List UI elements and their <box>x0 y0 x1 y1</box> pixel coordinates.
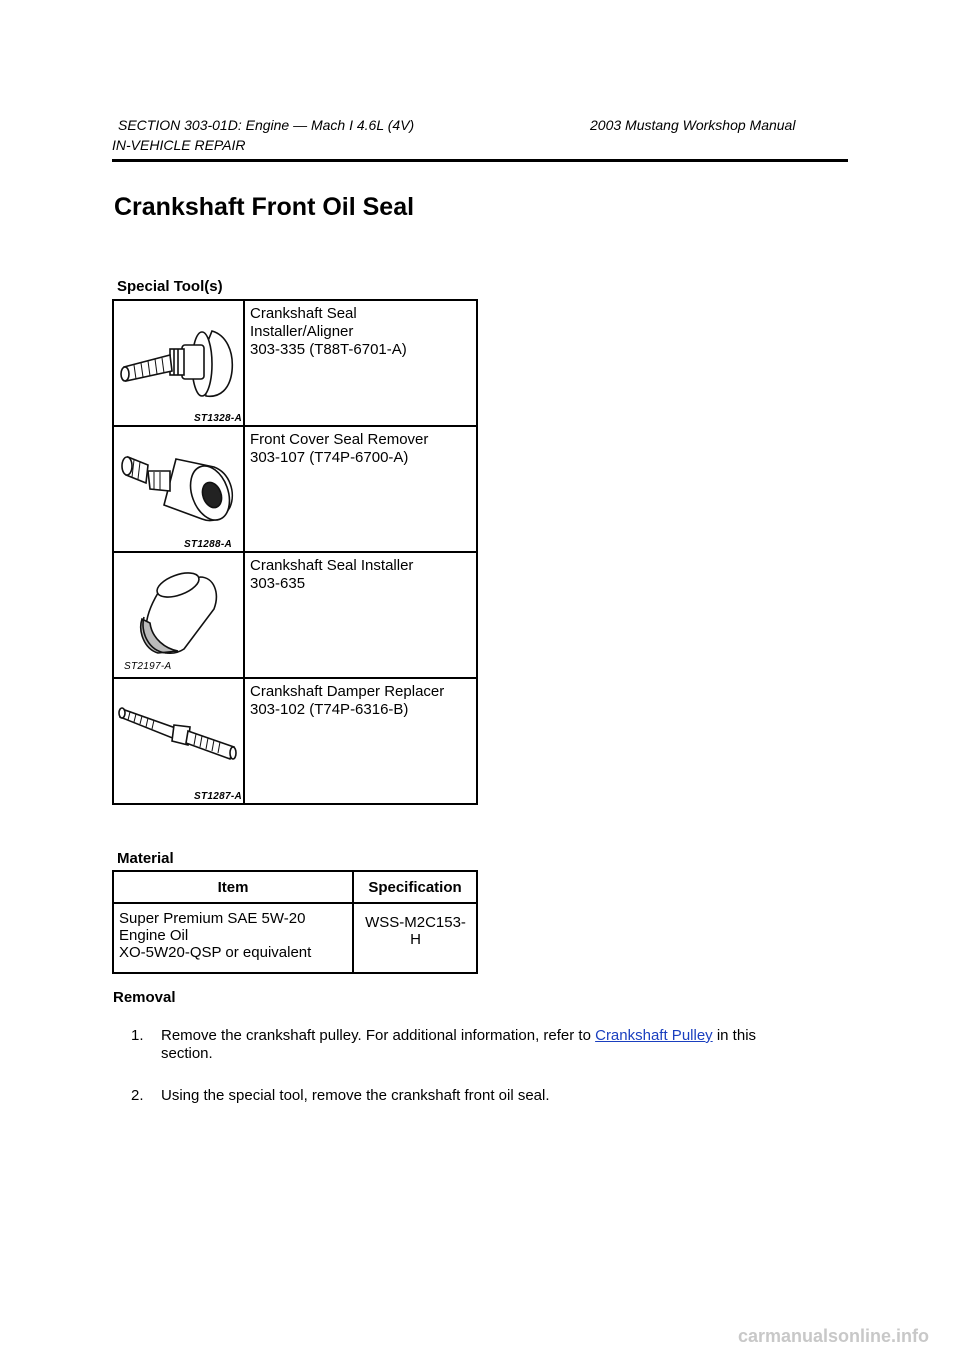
tool-row <box>113 552 477 678</box>
tool-row <box>113 678 477 804</box>
tool-description-line: Crankshaft Damper Replacer <box>250 683 445 700</box>
material-spec-cell <box>353 903 477 973</box>
tool-image-label: ST1287-A <box>194 791 242 802</box>
item-column-header: Item <box>113 871 353 903</box>
tool-description-line: Crankshaft Seal Installer <box>250 557 414 574</box>
special-tools-caption: Special Tool(s) <box>117 278 223 295</box>
tool-description-line: 303-107 (T74P-6700-A) <box>250 449 409 466</box>
removal-step-2: Using the special tool, remove the crankshaft front oil seal. <box>161 1087 550 1104</box>
page-title: Crankshaft Front Oil Seal <box>114 193 415 221</box>
material-item-line: Engine Oil <box>119 927 189 944</box>
tool-description <box>244 678 477 804</box>
step-text: Remove the crankshaft pulley. For additional information, refer to <box>161 1027 591 1044</box>
special-tools-table <box>112 299 478 805</box>
section-title: SECTION 303-01D: Engine — Mach I 4.6L (4V) <box>118 117 415 133</box>
material-header-row <box>113 871 477 903</box>
material-table <box>112 870 478 974</box>
seal-installer-illustration <box>114 553 243 677</box>
tool-description-line: 303-335 (T88T-6701-A) <box>250 341 407 358</box>
material-caption: Material <box>117 850 174 867</box>
tool-image-cell <box>113 426 244 552</box>
removal-step-1 <box>161 1027 756 1045</box>
material-item-line: Super Premium SAE 5W-20 <box>119 910 306 927</box>
tool-description <box>244 300 477 426</box>
material-item-cell <box>113 903 353 973</box>
seal-installer-aligner-illustration <box>114 301 243 425</box>
tool-image-label: ST2197-A <box>124 661 172 672</box>
tool-row <box>113 300 477 426</box>
tool-description-line: Crankshaft Seal <box>250 305 357 322</box>
subsection-title: IN-VEHICLE REPAIR <box>112 137 246 153</box>
tool-description <box>244 552 477 678</box>
damper-replacer-illustration <box>114 679 243 803</box>
specification-column-header: Specification <box>353 871 477 903</box>
step-text-continued: section. <box>161 1045 213 1062</box>
header-divider <box>112 159 848 162</box>
material-row <box>113 903 477 973</box>
tool-image-label: ST1288-A <box>184 539 232 550</box>
tool-description-line: 303-102 (T74P-6316-B) <box>250 701 409 718</box>
removal-heading: Removal <box>113 989 176 1006</box>
front-cover-seal-remover-illustration <box>114 427 243 551</box>
crankshaft-pulley-link[interactable]: Crankshaft Pulley <box>595 1027 713 1044</box>
step-number: 2. <box>131 1087 144 1104</box>
material-item-line: XO-5W20-QSP or equivalent <box>119 944 312 961</box>
step-number: 1. <box>131 1027 144 1044</box>
tool-description-line: 303-635 <box>250 575 306 592</box>
tool-image-cell <box>113 678 244 804</box>
tool-image-cell <box>113 300 244 426</box>
watermark: carmanualsonline.info <box>738 1326 930 1346</box>
tool-image-cell <box>113 552 244 678</box>
material-spec-line: H <box>410 931 421 948</box>
material-spec-line: WSS-M2C153- <box>365 914 466 931</box>
tool-row <box>113 426 477 552</box>
step-text: in this <box>716 1027 757 1044</box>
manual-title: 2003 Mustang Workshop Manual <box>590 117 796 133</box>
tool-description-line: Front Cover Seal Remover <box>250 431 429 448</box>
tool-image-label: ST1328-A <box>194 413 242 424</box>
tool-description-line: Installer/Aligner <box>250 323 354 340</box>
tool-description <box>244 426 477 552</box>
